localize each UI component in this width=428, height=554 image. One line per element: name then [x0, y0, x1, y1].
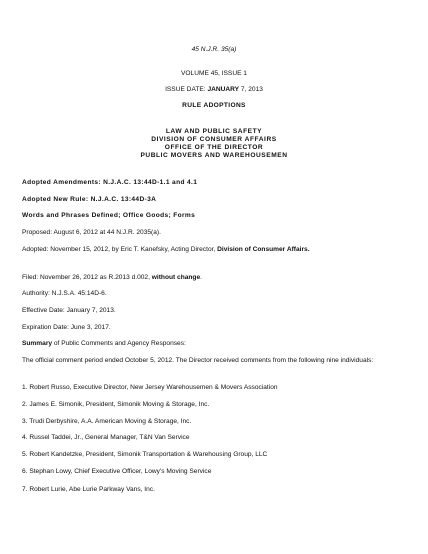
summary-label: Summary — [22, 340, 53, 347]
adopted-new-rule: Adopted New Rule: N.J.A.C. 13:44D-3A — [22, 196, 157, 203]
issue-date-rest: 7, 2013 — [239, 86, 263, 93]
list-item: 5. Robert Kandetzke, President, Simonik Transportation & Warehousing Group, LLC — [22, 451, 268, 458]
rule-subject: Words and Phrases Defined; Office Goods; Forms — [22, 212, 196, 219]
agency-line-1: LAW AND PUBLIC SAFETY — [165, 128, 263, 135]
agency-line-2: DIVISION OF CONSUMER AFFAIRS — [151, 136, 277, 143]
filed-suffix: . — [200, 274, 202, 281]
volume-issue: VOLUME 45, ISSUE 1 — [181, 70, 247, 77]
list-item: 2. James E. Simonik, President, Simonik Moving & Storage, Inc. — [22, 401, 210, 408]
summary-intro: The official comment period ended October 5, 2012. The Director received comments from the following nine individuals: — [22, 357, 374, 364]
list-item: 1. Robert Russo, Executive Director, New Jersey Warehousemen & Movers Association — [22, 384, 278, 391]
adopted-statement — [22, 246, 408, 254]
agency-line-3: OFFICE OF THE DIRECTOR — [164, 144, 264, 151]
citation: 45 N.J.R. 35(a) — [191, 46, 237, 53]
proposed-date: Proposed: August 6, 2012 at 44 N.J.R. 2035(a). — [22, 229, 161, 236]
expiration-date: Expiration Date: June 3, 2017. — [22, 324, 111, 331]
adopted-division: Division of Consumer Affairs. — [217, 246, 310, 253]
summary-label-suffix: of Public Comments and Agency Responses: — [52, 340, 186, 347]
list-item: 7. Robert Lurie, Abe Lurie Parkway Vans, Inc. — [22, 486, 155, 493]
list-item: 4. Russel Taddei, Jr., General Manager, T&N Van Service — [22, 434, 190, 441]
effective-date: Effective Date: January 7, 2013. — [22, 307, 116, 314]
agency-line-4: PUBLIC MOVERS AND WAREHOUSEMEN — [140, 152, 288, 159]
filed-statement — [22, 274, 202, 282]
issue-date-prefix: ISSUE DATE: — [165, 86, 208, 93]
filed-change: without change — [151, 274, 201, 281]
filed-prefix: Filed: November 26, 2012 as R.2013 d.002, — [22, 274, 152, 281]
section-heading: RULE ADOPTIONS — [182, 102, 246, 109]
authority: Authority: N.J.S.A. 45:14D-6. — [22, 290, 107, 297]
adopted-prefix: Adopted: November 15, 2012, by Eric T. Kanefsky, Acting Director, — [22, 246, 218, 253]
summary-heading — [22, 340, 186, 348]
issue-date-month: JANUARY — [207, 86, 240, 93]
issue-date — [0, 86, 428, 94]
list-item: 3. Trudi Derbyshire, A.A. American Moving & Storage, Inc. — [22, 418, 192, 425]
adopted-amendments: Adopted Amendments: N.J.A.C. 13:44D-1.1 and 4.1 — [22, 179, 198, 186]
list-item: 6. Stephan Lowy, Chief Executive Officer, Lowy's Moving Service — [22, 468, 212, 475]
